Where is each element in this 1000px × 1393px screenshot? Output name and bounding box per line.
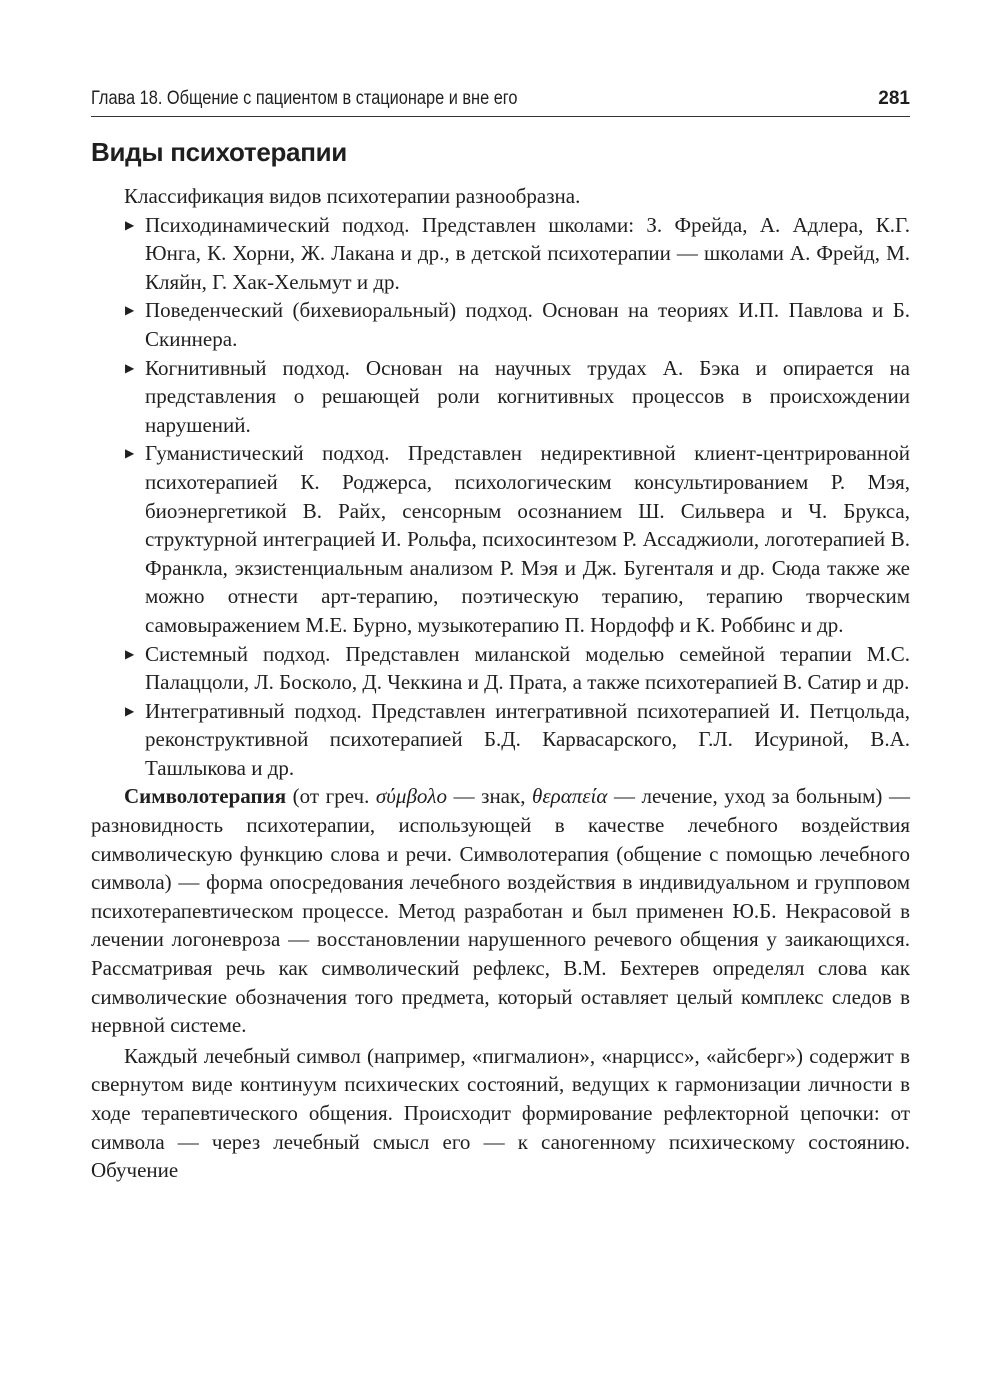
intro-paragraph: Классификация видов психотерапии разнообразна.	[124, 184, 581, 208]
approaches-list	[91, 211, 910, 783]
section-heading: Виды психотерапии	[91, 137, 347, 167]
paragraph-text: (от греч.	[286, 784, 376, 809]
closing-paragraph: Каждый лечебный символ (например, «пигмалион», «нарцисс», «айсберг») содержит в свернутом виде континуум психических состояний, ведущих к гармонизации личности в ходе терапевтического общения. Происходит формирование рефлекторной цепочки: от символа — через лечебный смысл его — к саногенному психическому состоянию. Обучение	[91, 1043, 910, 1183]
bullet-triangle-icon: ▶	[125, 360, 135, 375]
list-item-text: Гуманистический подход. Представлен недирективной клиент-центрированной психотерапией К. Роджерса, психологическим консультированием Р. Мэя, биоэнергетикой В. Райх, сенсорным осознанием Ш. Сильвера и Ч. Брукса, структурной интеграцией И. Рольфа, психосинтезом Р. Ассаджиоли, логотерапией В. Франкла, экзистенциальным анализом Р. Мэя и Дж. Бугенталя и др. Сюда также же можно отнести арт-терапию, поэтическую терапию, терапию творческим самовыражением М.Е. Бурно, музыкотерапию П. Нордофф и К. Роббинс и др.	[145, 441, 910, 637]
list-item	[125, 211, 910, 297]
page-number: 281	[878, 88, 910, 109]
running-header	[91, 86, 910, 117]
bullet-triangle-icon: ▶	[125, 217, 135, 232]
list-item	[125, 439, 910, 639]
list-item	[125, 697, 910, 783]
bullet-triangle-icon: ▶	[125, 303, 135, 318]
list-item-text: Психодинамический подход. Представлен школами: З. Фрейда, А. Адлера, К.Г. Юнга, К. Хорни, Ж. Лакана и др., в детской психотерапии — школами А. Фрейд, М. Кляйн, Г. Хак-Хельмут и др.	[145, 212, 910, 294]
bullet-triangle-icon: ▶	[125, 703, 135, 718]
list-item-text: Системный подход. Представлен миланской моделью семейной терапии М.С. Палаццоли, Л. Босколо, Д. Чеккина и Д. Прата, а также психотерапией В. Сатир и др.	[145, 641, 910, 695]
chapter-title: Глава 18. Общение с пациентом в стационаре и вне его	[91, 88, 518, 109]
list-item	[125, 640, 910, 697]
list-item	[125, 354, 910, 440]
list-item-text: Интегративный подход. Представлен интегративной психотерапией И. Петцольда, реконструктивной психотерапией Б.Д. Карвасарского, Г.Л. Исуриной, В.А. Ташлыкова и др.	[145, 698, 910, 780]
paragraph-text: — лечение, уход за больным) — разновидность психотерапии, использующей в качестве лечебного воздействия символическую функцию слова и речи. Символотерапия (общение с помощью лечебного символа) — форма опосредования лечебного воздействия в индивидуальном и групповом психотерапевтическом процессе. Метод разработан и был применен Ю.Б. Некрасовой в лечении логоневроза — восстановлении нарушенного речевого общения у заикающихся. Рассматривая речь как символический рефлекс, В.М. Бехтерев определял слова как символические обозначения того предмета, который оставляет целый комплекс следов в нервной системе.	[91, 784, 910, 1038]
list-item-text: Поведенческий (бихевиоральный) подход. Основан на теориях И.П. Павлова и Б. Скиннера.	[145, 298, 910, 351]
symbolotherapy-paragraph	[91, 782, 910, 1039]
list-item	[125, 296, 910, 353]
list-item-text: Когнитивный подход. Основан на научных трудах А. Бэка и опирается на представления о решающей роли когнитивных процессов в происхождении нарушений.	[145, 355, 910, 437]
term-symbolotherapy: Символотерапия	[124, 784, 287, 809]
bullet-triangle-icon: ▶	[125, 446, 135, 461]
bullet-triangle-icon: ▶	[125, 646, 135, 661]
greek-word-therapy: θεραπεία	[532, 784, 608, 809]
greek-word-symbol: σύμβολο	[375, 784, 448, 809]
paragraph-text: — знак,	[447, 784, 533, 809]
body-text	[91, 182, 910, 1185]
